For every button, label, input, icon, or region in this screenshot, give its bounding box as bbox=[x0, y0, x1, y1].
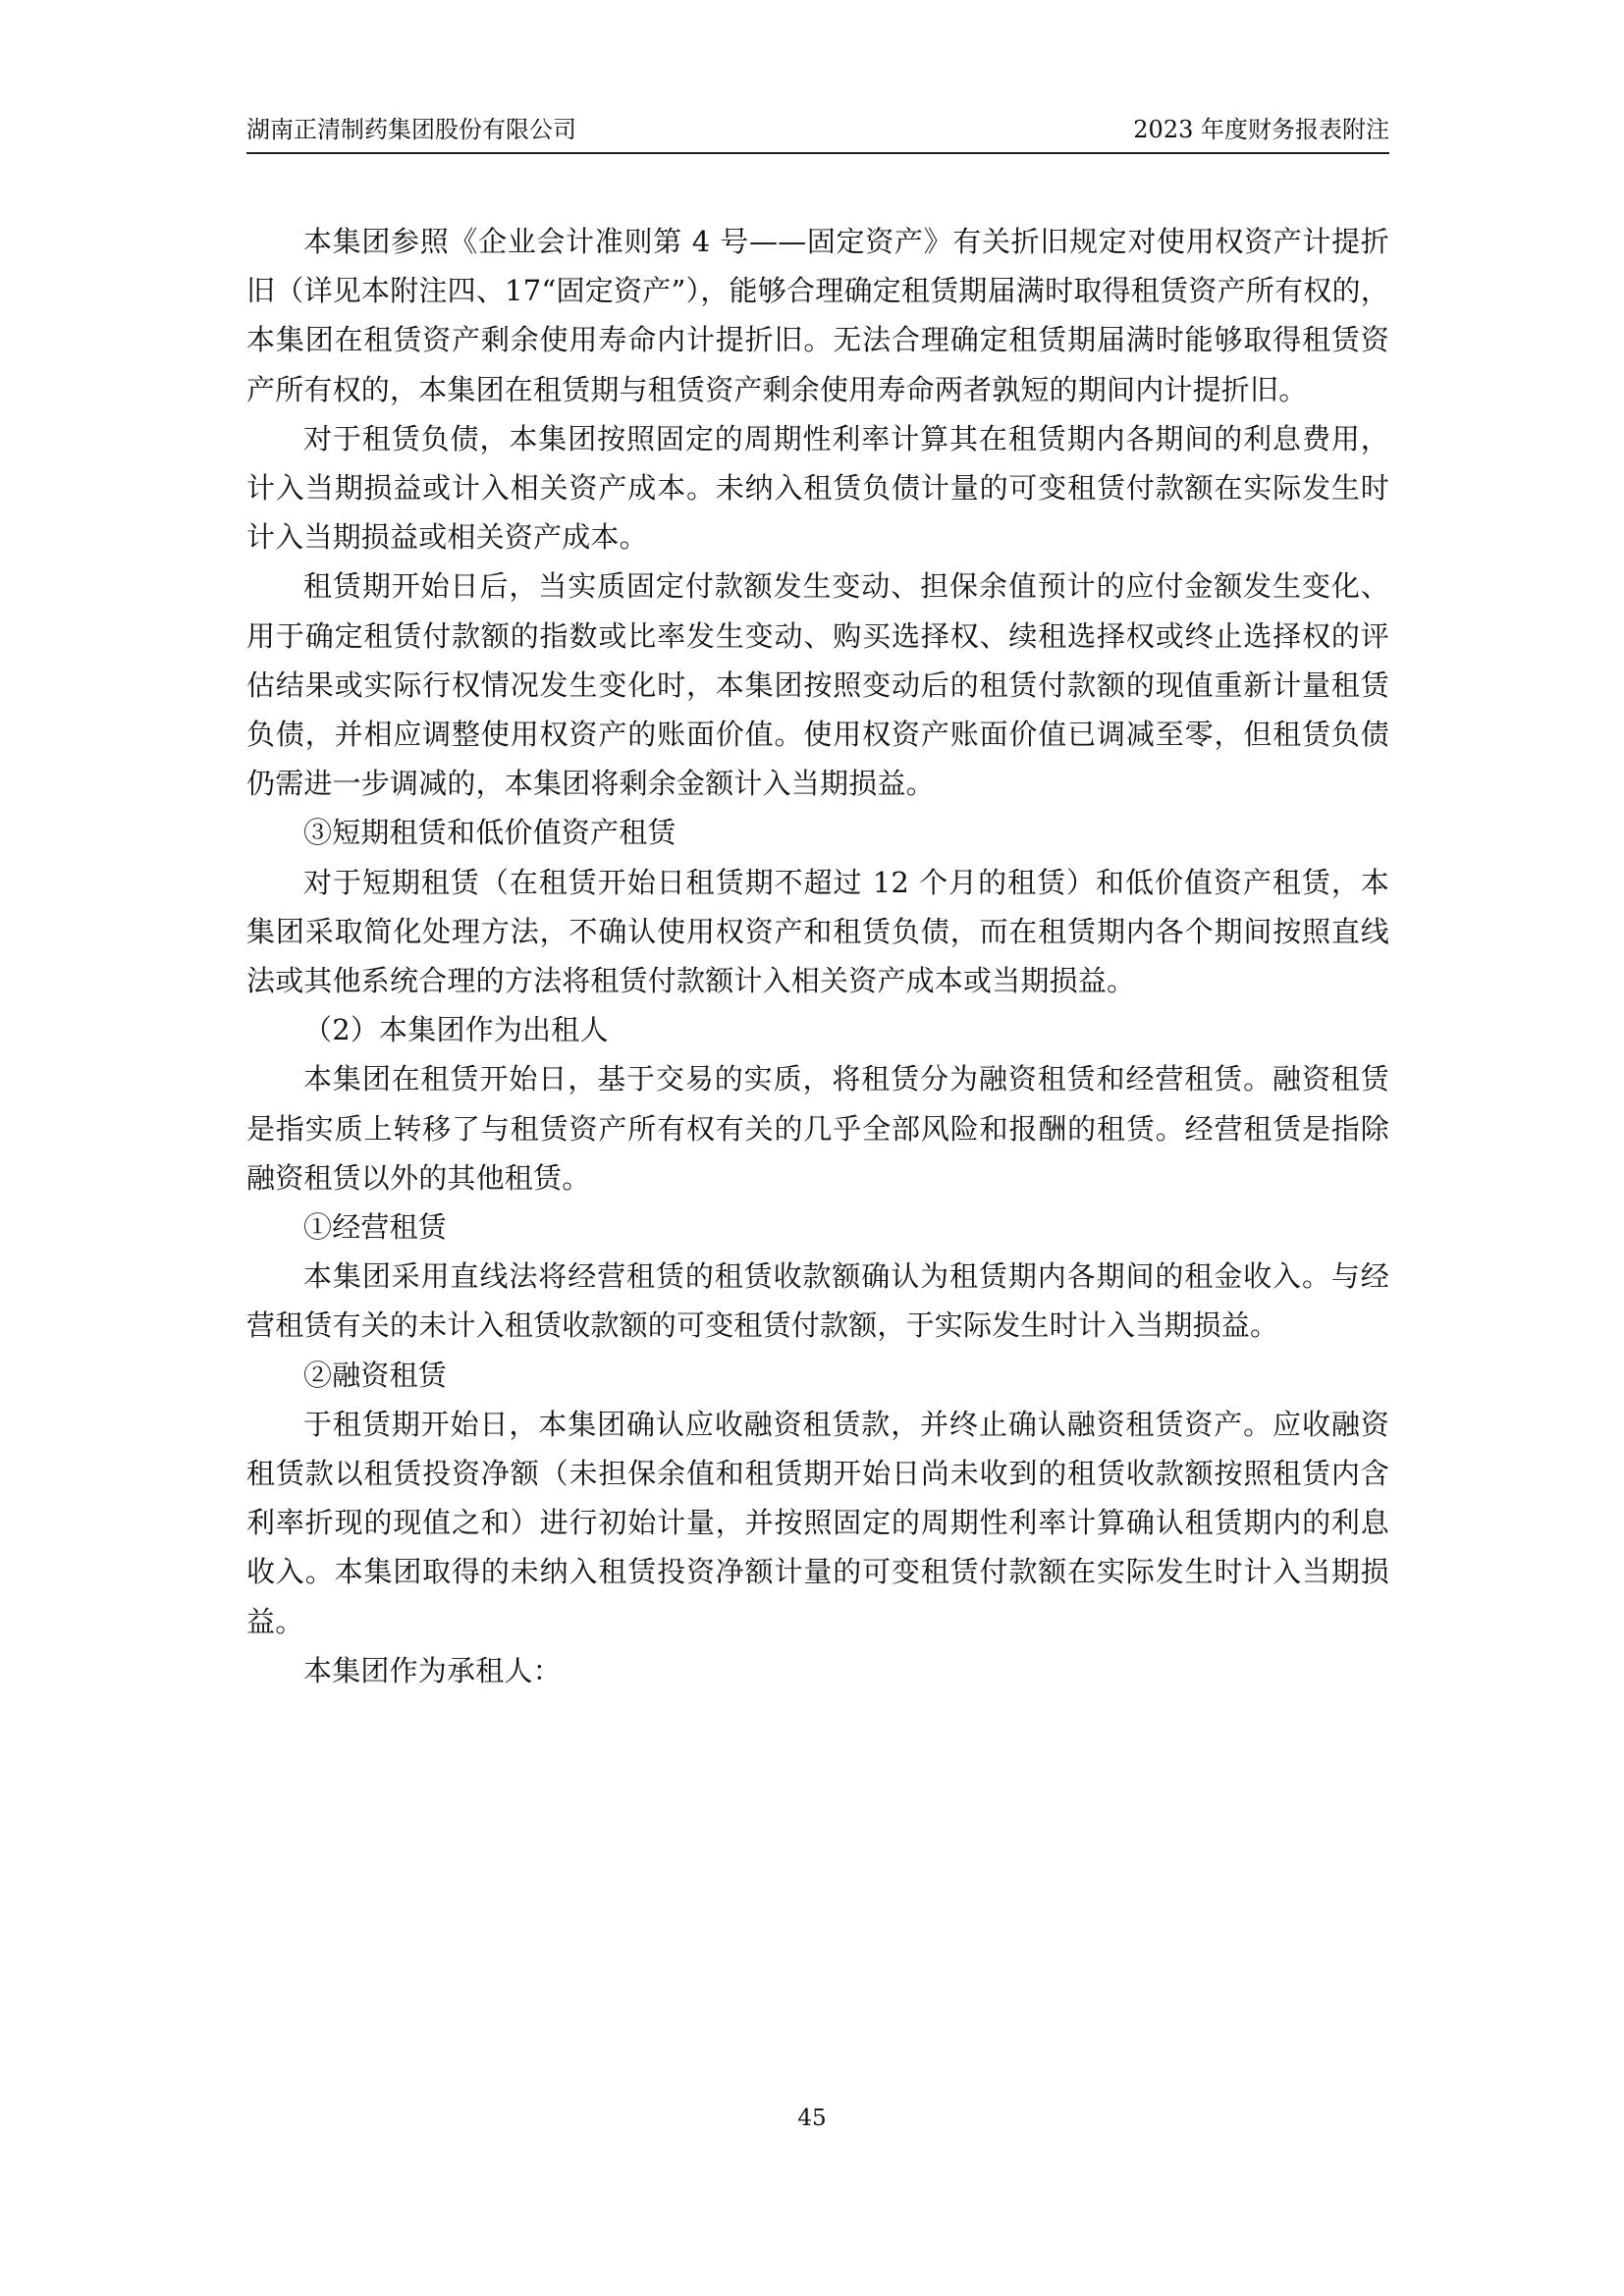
paragraph-finance-lease: 于租赁期开始日，本集团确认应收融资租赁款，并终止确认融资租赁资产。应收融资租赁款以租赁投资净额（未担保余值和租赁期开始日尚未收到的租赁收款额按照租赁内含利率折现的现值之和）进行初始计量，并按照固定的周期性利率计算确认租赁期内的利息收入。本集团取得的未纳入租赁投资净额计量的可变租赁付款额在实际发生时计入当期损益。 bbox=[246, 1407, 1389, 1638]
subheading-lessor: （2）本集团作为出租人 bbox=[303, 1013, 609, 1047]
subheading-operating-lease: ①经营租赁 bbox=[303, 1210, 448, 1245]
company-name: 湖南正清制药集团股份有限公司 bbox=[246, 116, 576, 143]
page-number: 45 bbox=[797, 2106, 827, 2131]
paragraph-remeasurement: 租赁期开始日后，当实质固定付款额发生变动、担保余值预计的应付金额发生变化、用于确定租赁付款额的指数或比率发生变动、购买选择权、续租选择权或终止选择权的评估结果或实际行权情况发生变化时，本集团按照变动后的租赁付款额的现值重新计量租赁负债，并相应调整使用权资产的账面价值。使用权资产账面价值已调减至零，但租赁负债仍需进一步调减的，本集团将剩余金额计入当期损益。 bbox=[246, 569, 1389, 801]
report-title: 2023 年度财务报表附注 bbox=[1133, 116, 1389, 143]
document-body bbox=[246, 217, 1389, 1695]
subheading-short-term-lease: ③短期租赁和低价值资产租赁 bbox=[303, 816, 677, 850]
paragraph-depreciation: 本集团参照《企业会计准则第 4 号——固定资产》有关折旧规定对使用权资产计提折旧（详见本附注四、17“固定资产”），能够合理确定租赁期届满时取得租赁资产所有权的，本集团在租赁资产剩余使用寿命内计提折旧。无法合理确定租赁期届满时能够取得租赁资产所有权的，本集团在租赁期与租赁资产剩余使用寿命两者孰短的期间内计提折旧。 bbox=[246, 225, 1389, 406]
subheading-finance-lease: ②融资租赁 bbox=[303, 1358, 448, 1392]
paragraph-short-term-lease: 对于短期租赁（在租赁开始日租赁期不超过 12 个月的租赁）和低价值资产租赁，本集团采取简化处理方法，不确认使用权资产和租赁负债，而在租赁期内各个期间按照直线法或其他系统合理的方法将租赁付款额计入相关资产成本或当期损益。 bbox=[246, 865, 1389, 998]
paragraph-lessor-classification: 本集团在租赁开始日，基于交易的实质，将租赁分为融资租赁和经营租赁。融资租赁是指实质上转移了与租赁资产所有权有关的几乎全部风险和报酬的租赁。经营租赁是指除融资租赁以外的其他租赁。 bbox=[246, 1062, 1389, 1195]
paragraph-lease-liability: 对于租赁负债，本集团按照固定的周期性利率计算其在租赁期内各期间的利息费用，计入当期损益或计入相关资产成本。未纳入租赁负债计量的可变租赁付款额在实际发生时计入当期损益或相关资产成本。 bbox=[246, 421, 1389, 555]
page-header bbox=[246, 111, 1389, 154]
paragraph-lessee-intro: 本集团作为承租人： bbox=[303, 1653, 562, 1687]
paragraph-operating-lease: 本集团采用直线法将经营租赁的租赁收款额确认为租赁期内各期间的租金收入。与经营租赁有关的未计入租赁收款额的可变租赁付款额，于实际发生时计入当期损益。 bbox=[246, 1259, 1389, 1343]
